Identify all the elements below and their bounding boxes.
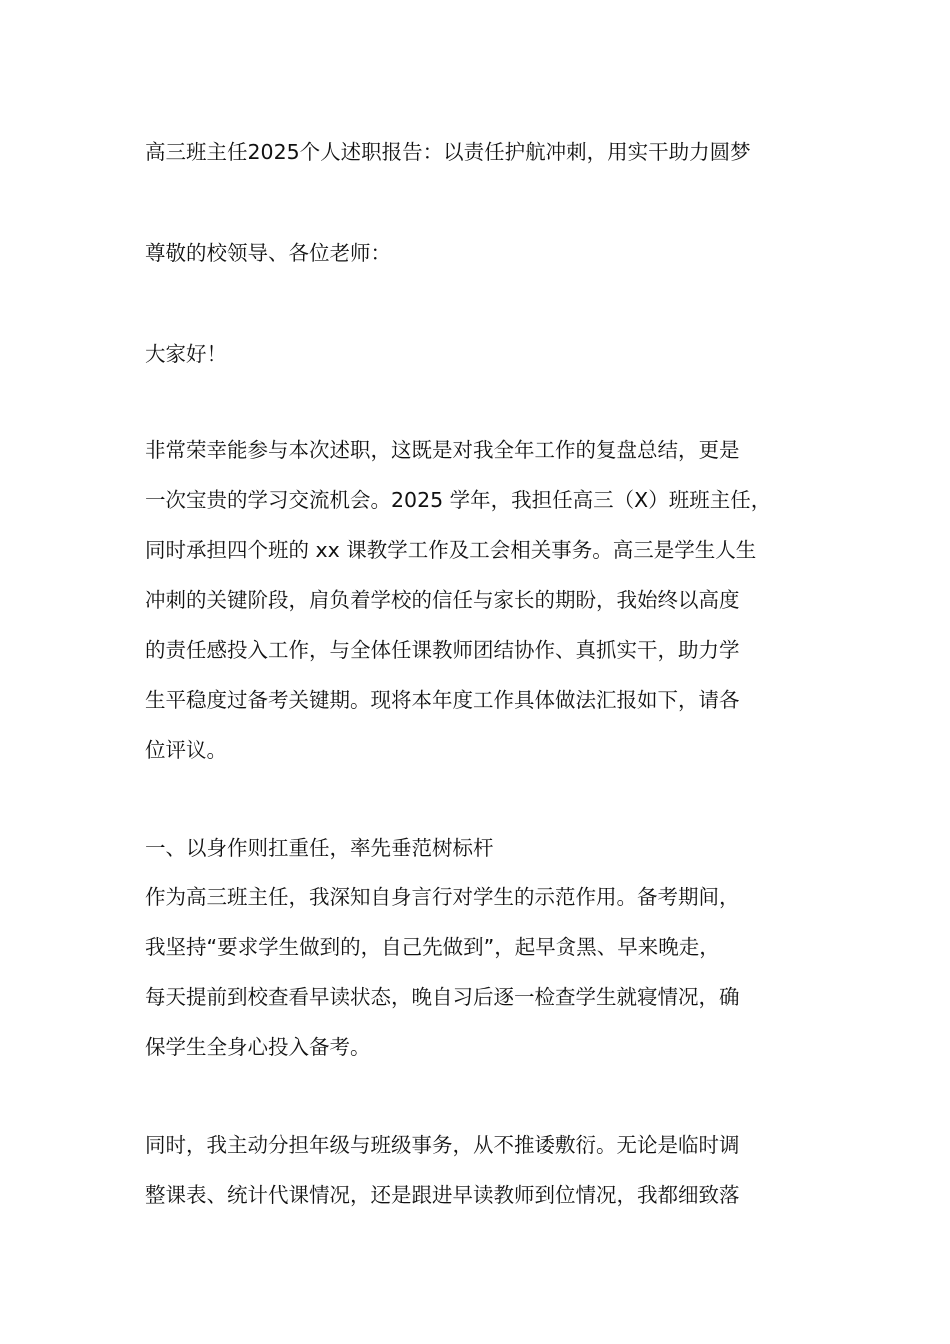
intro-line: 的责任感投入工作，与全体任课教师团结协作、真抓实干，助力学 bbox=[145, 638, 740, 662]
section-line: 整课表、统计代课情况，还是跟进早读教师到位情况，我都细致落 bbox=[145, 1183, 740, 1207]
intro-line: 非常荣幸能参与本次述职，这既是对我全年工作的复盘总结，更是 bbox=[145, 438, 740, 462]
section-line: 保学生全身心投入备考。 bbox=[145, 1035, 371, 1059]
section-line: 作为高三班主任，我深知自身言行对学生的示范作用。备考期间， bbox=[145, 885, 740, 909]
section-heading: 一、以身作则扛重任，率先垂范树标杆 bbox=[145, 836, 494, 860]
intro-line: 生平稳度过备考关键期。现将本年度工作具体做法汇报如下，请各 bbox=[145, 688, 740, 712]
section-line: 每天提前到校查看早读状态，晚自习后逐一检查学生就寝情况，确 bbox=[145, 985, 740, 1009]
intro-line: 位评议。 bbox=[145, 738, 227, 762]
intro-line: 同时承担四个班的 xx 课教学工作及工会相关事务。高三是学生人生 bbox=[145, 538, 757, 562]
intro-line: 冲刺的关键阶段，肩负着学校的信任与家长的期盼，我始终以高度 bbox=[145, 588, 740, 612]
document-title: 高三班主任2025个人述职报告：以责任护航冲刺，用实干助力圆梦 bbox=[145, 140, 751, 164]
section-line: 同时，我主动分担年级与班级事务，从不推诿敷衍。无论是临时调 bbox=[145, 1133, 740, 1157]
greeting: 大家好！ bbox=[145, 342, 227, 366]
intro-line: 一次宝贵的学习交流机会。2025 学年，我担任高三（X）班班主任， bbox=[145, 488, 772, 512]
section-line: 我坚持“要求学生做到的，自己先做到”，起早贪黑、早来晚走， bbox=[145, 935, 720, 959]
salutation: 尊敬的校领导、各位老师： bbox=[145, 241, 391, 265]
